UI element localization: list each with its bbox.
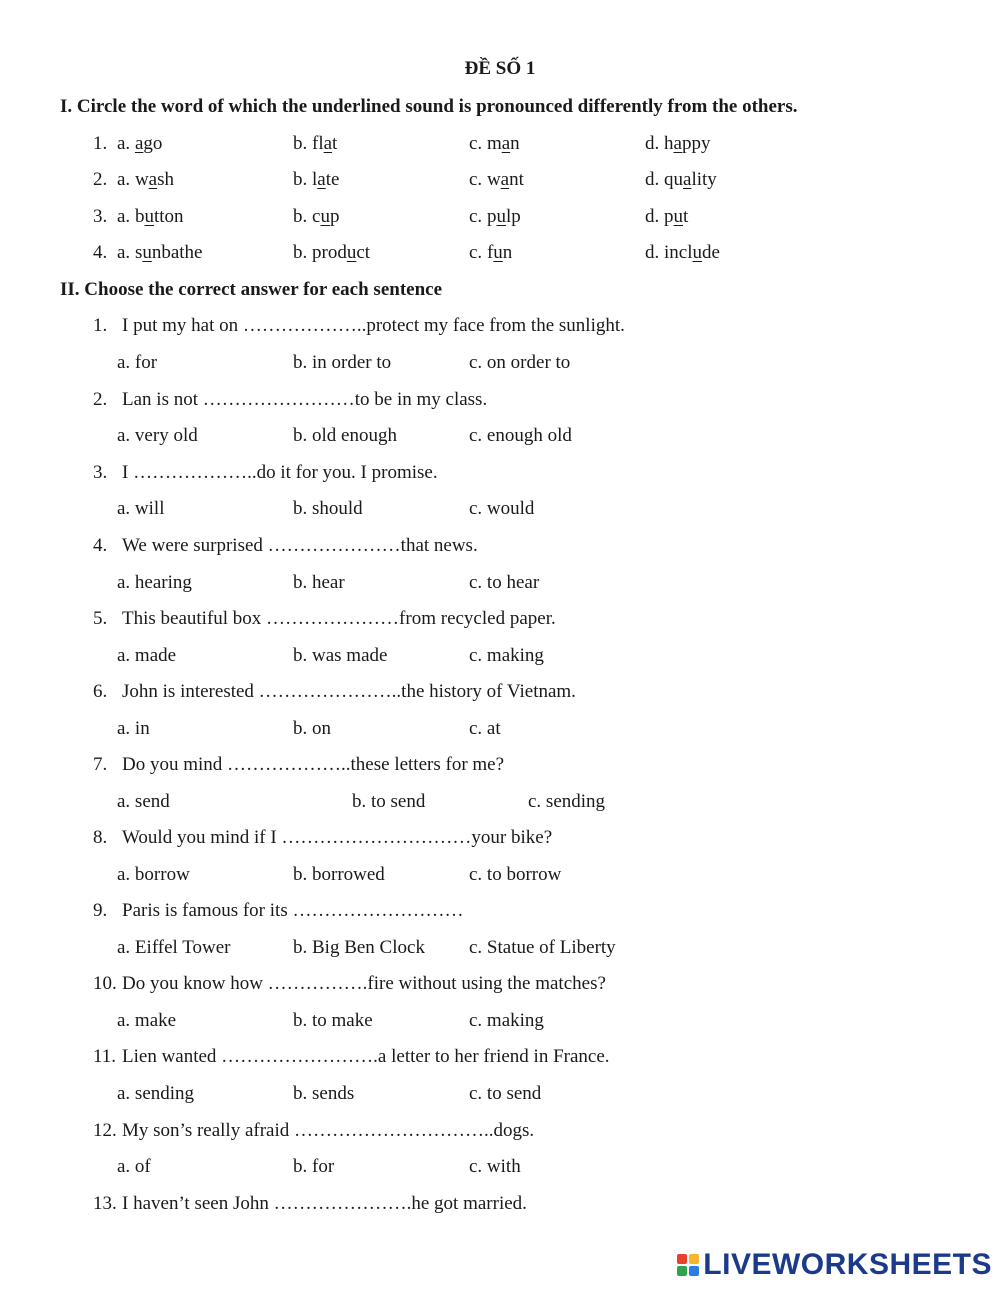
answer-option[interactable]: a. hearing: [117, 572, 192, 593]
question-options: [0, 424, 1000, 448]
question-text: We were surprised …………………that news.: [122, 535, 478, 556]
question-text: My son’s really afraid …………………………..dogs.: [122, 1120, 535, 1141]
pronunciation-question: [0, 205, 1000, 229]
logo-square: [677, 1266, 687, 1276]
logo-text: LIVEWORKSHEETS: [703, 1248, 992, 1281]
question-options: [0, 351, 1000, 375]
answer-option[interactable]: a. very old: [117, 425, 198, 446]
question-stem: [0, 972, 1000, 996]
answer-option[interactable]: a. send: [117, 791, 170, 812]
underlined-sound: a: [500, 169, 510, 190]
answer-option[interactable]: c. with: [469, 1156, 521, 1177]
question-options: [0, 497, 1000, 521]
answer-option[interactable]: c. to hear: [469, 572, 540, 593]
question-number: 7.: [93, 754, 108, 775]
question-text: I ………………..do it for you. I promise.: [122, 462, 438, 483]
answer-option[interactable]: d. quality: [645, 169, 717, 190]
answer-option[interactable]: a. make: [117, 1010, 177, 1031]
answer-option[interactable]: d. happy: [645, 133, 711, 154]
answer-option[interactable]: b. in order to: [293, 352, 392, 373]
question-stem: [0, 826, 1000, 850]
question-options: [0, 936, 1000, 960]
question-options: [0, 1155, 1000, 1179]
answer-option[interactable]: b. Big Ben Clock: [293, 937, 425, 958]
answer-option[interactable]: c. man: [469, 133, 520, 154]
question-number: 5.: [93, 608, 108, 629]
question-stem: [0, 1192, 1000, 1216]
question-number: 8.: [93, 827, 108, 848]
question-options: [0, 717, 1000, 741]
underlined-sound: a: [673, 133, 682, 154]
answer-option[interactable]: a. in: [117, 718, 150, 739]
underlined-sound: u: [673, 206, 683, 227]
question-text: John is interested …………………..the history of Vietnam.: [122, 681, 576, 702]
question-text: This beautiful box …………………from recycled paper.: [122, 608, 556, 629]
question-stem: [0, 388, 1000, 412]
question-number: 2.: [93, 169, 108, 190]
answer-option[interactable]: a. made: [117, 645, 177, 666]
question-number: 10.: [93, 973, 117, 994]
answer-option[interactable]: a. borrow: [117, 864, 190, 885]
underlined-sound: u: [144, 206, 154, 227]
question-text: Lien wanted …………………….a letter to her friend in France.: [122, 1046, 610, 1067]
answer-option[interactable]: b. cup: [293, 206, 340, 227]
question-number: 1.: [93, 315, 108, 336]
answer-option[interactable]: b. product: [293, 242, 371, 263]
question-number: 2.: [93, 389, 108, 410]
answer-option[interactable]: c. want: [469, 169, 524, 190]
answer-option[interactable]: b. should: [293, 498, 363, 519]
underlined-sound: a: [323, 133, 333, 154]
answer-option[interactable]: a. ago: [117, 133, 163, 154]
question-text: Paris is famous for its ………………………: [122, 900, 464, 921]
answer-option[interactable]: a. for: [117, 352, 158, 373]
answer-option[interactable]: b. to send: [352, 791, 426, 812]
answer-option[interactable]: c. Statue of Liberty: [469, 937, 616, 958]
question-number: 3.: [93, 462, 108, 483]
underlined-sound: a: [501, 133, 511, 154]
liveworksheets-logo: [677, 1245, 992, 1285]
answer-option[interactable]: a. sending: [117, 1083, 195, 1104]
answer-option[interactable]: c. would: [469, 498, 535, 519]
question-text: I haven’t seen John ………………….he got married.: [122, 1193, 527, 1214]
question-number: 3.: [93, 206, 108, 227]
worksheet-title: ĐỀ SỐ 1: [464, 58, 536, 79]
question-stem: [0, 1045, 1000, 1069]
question-stem: [0, 680, 1000, 704]
answer-option[interactable]: c. enough old: [469, 425, 572, 446]
logo-mark-icon: [677, 1254, 699, 1276]
question-options: [0, 863, 1000, 887]
pronunciation-question: [0, 132, 1000, 156]
answer-option[interactable]: a. of: [117, 1156, 151, 1177]
underlined-sound: u: [493, 242, 503, 263]
underlined-sound: u: [142, 242, 152, 263]
question-number: 4.: [93, 535, 108, 556]
question-number: 11.: [93, 1046, 117, 1067]
answer-option[interactable]: c. to borrow: [469, 864, 562, 885]
underlined-sound: a: [683, 169, 692, 190]
answer-option[interactable]: b. flat: [293, 133, 338, 154]
answer-option[interactable]: b. late: [293, 169, 340, 190]
underlined-sound: u: [320, 206, 330, 227]
underlined-sound: a: [148, 169, 158, 190]
question-number: 13.: [93, 1193, 117, 1214]
question-text: Would you mind if I …………………………your bike?: [122, 827, 553, 848]
answer-option[interactable]: b. was made: [293, 645, 388, 666]
answer-option[interactable]: b. sends: [293, 1083, 355, 1104]
underlined-sound: u: [346, 242, 357, 263]
answer-option[interactable]: d. include: [645, 242, 720, 263]
answer-option[interactable]: c. pulp: [469, 206, 521, 227]
question-text: Do you mind ………………..these letters for me?: [122, 754, 505, 775]
question-text: I put my hat on ………………..protect my face from the sunlight.: [122, 315, 625, 336]
question-options: [0, 790, 1000, 814]
answer-option[interactable]: a. wash: [117, 169, 175, 190]
answer-option[interactable]: a. button: [117, 206, 184, 227]
question-stem: [0, 314, 1000, 338]
logo-square: [677, 1254, 687, 1264]
question-text: Lan is not ……………………to be in my class.: [122, 389, 488, 410]
question-text: Do you know how …………….fire without using the matches?: [122, 973, 606, 994]
answer-option[interactable]: c. on order to: [469, 352, 571, 373]
question-stem: [0, 461, 1000, 485]
pronunciation-question: [0, 168, 1000, 192]
section1-heading: I. Circle the word of which the underlined sound is pronounced differently from the others.: [60, 96, 798, 117]
question-options: [0, 571, 1000, 595]
pronunciation-question: [0, 241, 1000, 265]
answer-option[interactable]: b. for: [293, 1156, 335, 1177]
answer-option[interactable]: b. to make: [293, 1010, 373, 1031]
logo-square: [689, 1266, 699, 1276]
answer-option[interactable]: b. on: [293, 718, 331, 739]
question-number: 12.: [93, 1120, 117, 1141]
underlined-sound: a: [317, 169, 326, 190]
question-stem: [0, 607, 1000, 631]
answer-option[interactable]: d. put: [645, 206, 689, 227]
answer-option[interactable]: b. hear: [293, 572, 345, 593]
underlined-sound: u: [692, 242, 702, 263]
question-stem: [0, 1119, 1000, 1143]
question-options: [0, 1082, 1000, 1106]
question-number: 9.: [93, 900, 108, 921]
question-number: 6.: [93, 681, 108, 702]
answer-option[interactable]: c. at: [469, 718, 501, 739]
answer-option[interactable]: a. will: [117, 498, 165, 519]
answer-option[interactable]: c. to send: [469, 1083, 542, 1104]
question-stem: [0, 753, 1000, 777]
question-number: 4.: [93, 242, 108, 263]
answer-option[interactable]: c. fun: [469, 242, 513, 263]
underlined-sound: u: [496, 206, 506, 227]
question-options: [0, 644, 1000, 668]
answer-option[interactable]: a. sunbathe: [117, 242, 203, 263]
question-number: 1.: [93, 133, 108, 154]
question-stem: [0, 534, 1000, 558]
underlined-sound: a: [134, 133, 144, 154]
answer-option[interactable]: c. making: [469, 645, 544, 666]
answer-option[interactable]: c. making: [469, 1010, 544, 1031]
question-options: [0, 1009, 1000, 1033]
answer-option[interactable]: c. sending: [528, 791, 606, 812]
logo-square: [689, 1254, 699, 1264]
answer-option[interactable]: b. old enough: [293, 425, 397, 446]
question-stem: [0, 899, 1000, 923]
answer-option[interactable]: a. Eiffel Tower: [117, 937, 231, 958]
section2-heading: II. Choose the correct answer for each sentence: [60, 279, 443, 300]
answer-option[interactable]: b. borrowed: [293, 864, 385, 885]
